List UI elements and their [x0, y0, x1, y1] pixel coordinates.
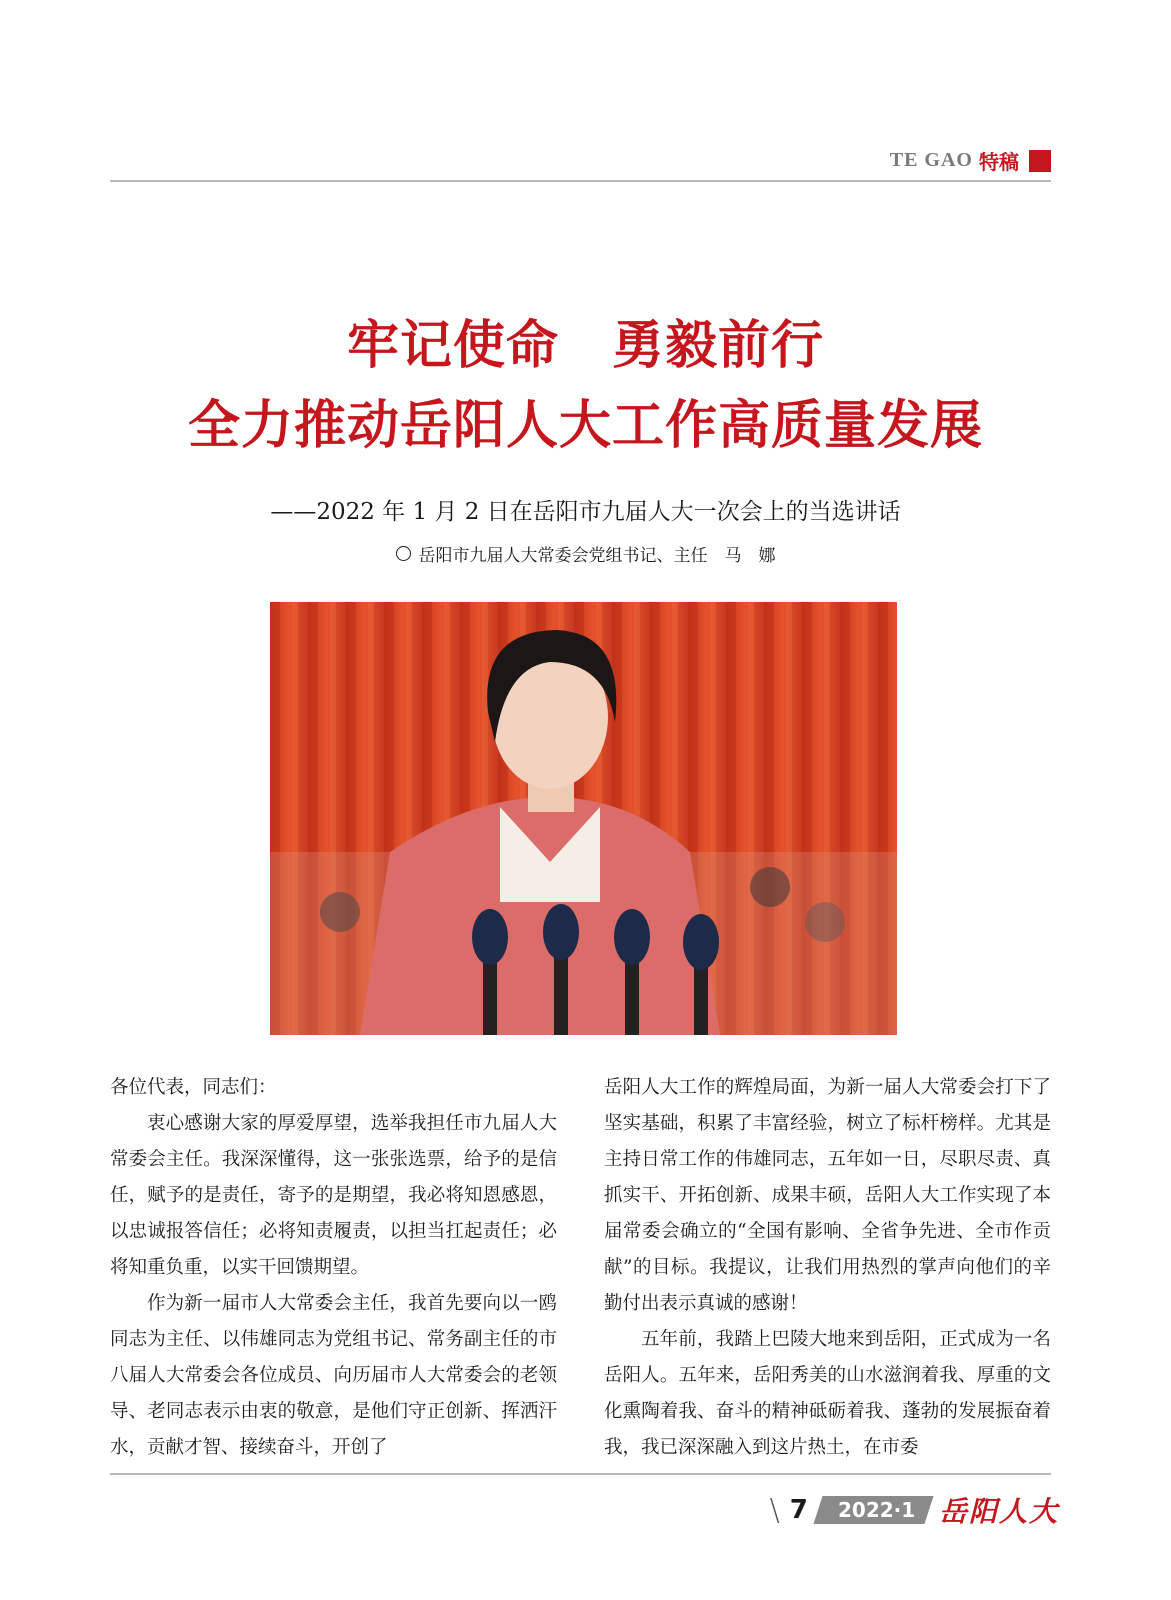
circle-icon	[396, 546, 411, 561]
article-subtitle: ——2022 年 1 月 2 日在岳阳市九届人大一次会上的当选讲话	[270, 499, 901, 525]
byline	[0, 541, 1171, 566]
text-column-right	[604, 1070, 1051, 1466]
section-label-zh: 特稿	[979, 150, 1019, 174]
article-title-line1: 牢记使命 勇毅前行	[346, 316, 824, 376]
section-label-en: TE GAO	[889, 149, 973, 171]
salutation: 各位代表，同志们：	[110, 1077, 277, 1098]
page-footer	[770, 1490, 1059, 1530]
paragraph: 衷心感谢大家的厚爱厚望，选举我担任市九届人大常委会主任。我深深懂得，这一张张选票，给予的是信任，赋予的是责任，寄予的是期望，我必将知恩感恩，以忠诚报答信任；必将知责履责，以担当扛起责任；必将知重负重，以实干回馈期望。	[110, 1113, 557, 1278]
speaker-photo	[270, 602, 897, 1035]
header-divider	[110, 180, 1051, 182]
paragraph: 五年前，我踏上巴陵大地来到岳阳，正式成为一名岳阳人。五年来，岳阳秀美的山水滋润着我、厚重的文化熏陶着我、奋斗的精神砥砺着我、蓬勃的发展振奋着我，我已深深融入到这片热土，在市委	[604, 1329, 1051, 1458]
red-square-icon	[1029, 150, 1051, 172]
issue-badge	[813, 1496, 933, 1524]
section-header	[890, 146, 1051, 175]
article-title-line2: 全力推动岳阳人大工作高质量发展	[187, 396, 983, 456]
byline-text: 岳阳市九届人大常委会党组书记、主任 马 娜	[418, 546, 776, 566]
issue-label: 2022·1	[837, 1498, 915, 1522]
paragraph-continued: 岳阳人大工作的辉煌局面，为新一届人大常委会打下了坚实基础，积累了丰富经验，树立了标杆榜样。尤其是主持日常工作的伟雄同志，五年如一日，尽职尽责、真抓实干、开拓创新、成果丰硕，岳阳人大工作实现了本届常委会确立的“全国有影响、全省争先进、全市作贡献”的目标。我提议，让我们用热烈的掌声向他们的辛勤付出表示真诚的感谢！	[604, 1077, 1051, 1314]
magazine-logo: 岳阳人大	[938, 1495, 1059, 1528]
paragraph: 作为新一届市人大常委会主任，我首先要向以一鸥同志为主任、以伟雄同志为党组书记、常务副主任的市八届人大常委会各位成员、向历届市人大常委会的老领导、老同志表示由衷的敬意，是他们守正创新、挥洒汗水，贡献才智、接续奋斗，开创了	[110, 1293, 557, 1458]
page-number: 7	[789, 1495, 808, 1525]
footer-divider	[110, 1473, 1051, 1475]
text-column-left	[110, 1070, 557, 1466]
slash-icon: \	[769, 1492, 780, 1528]
